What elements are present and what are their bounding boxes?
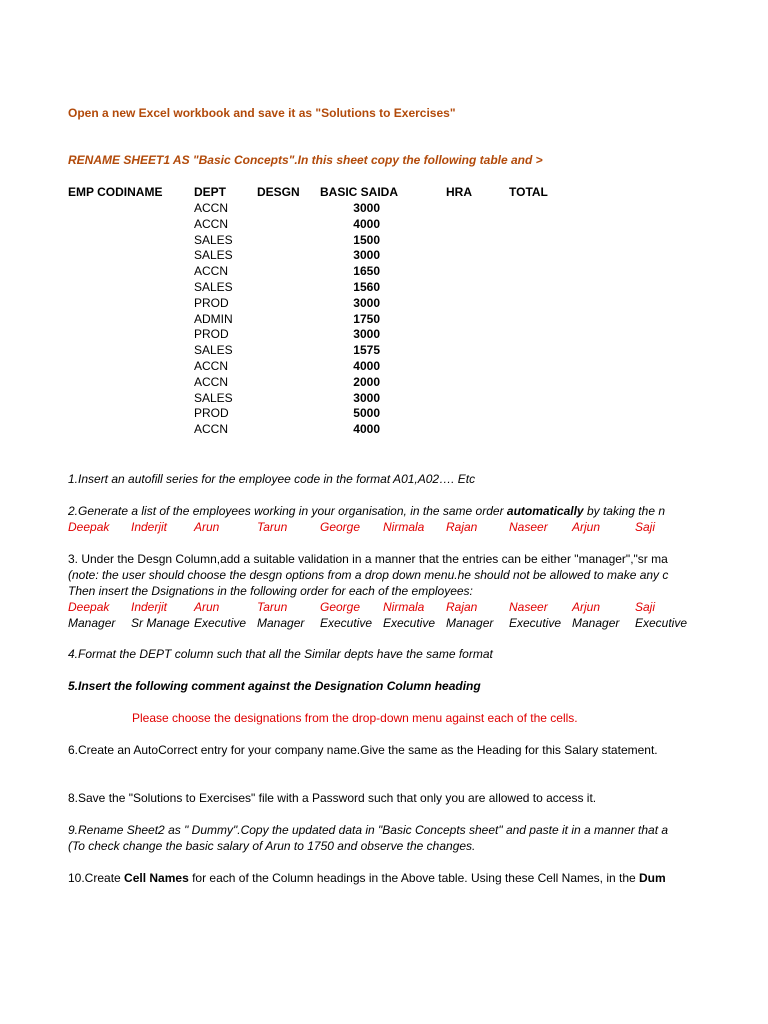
employee-name: Naseer (509, 520, 548, 534)
table-cell-dept: SALES (194, 280, 233, 294)
table-cell-basic: 4000 (353, 359, 380, 373)
employee-name: Arun (194, 600, 220, 614)
employee-designation: Sr Manage (131, 616, 190, 630)
table-cell-basic: 2000 (353, 375, 380, 389)
employee-designation: Manager (257, 616, 305, 630)
header-dept: DEPT (194, 185, 227, 199)
employee-designation: Manager (68, 616, 116, 630)
employee-name: Deepak (68, 520, 110, 534)
question-2-bold: automatically (506, 504, 584, 518)
employee-name: Rajan (446, 520, 478, 534)
employee-name: Rajan (446, 600, 478, 614)
table-cell-dept: SALES (194, 233, 233, 247)
employee-name: Inderjit (131, 600, 168, 614)
table-cell-dept: SALES (194, 248, 233, 262)
employee-designation: Manager (446, 616, 494, 630)
table-cell-basic: 3000 (353, 391, 380, 405)
question-10-prefix: 10.Create (68, 871, 125, 885)
employee-name: Naseer (509, 600, 548, 614)
header-emp-codiname: EMP CODINAME (68, 185, 163, 199)
question-3-line-1: 3. Under the Desgn Column,add a suitable validation in a manner that the entries can be either "manager","sr ma (68, 552, 668, 566)
table-cell-basic: 1500 (353, 233, 380, 247)
header-total: TOTAL (509, 185, 548, 199)
workbook-heading: Open a new Excel workbook and save it as "Solutions to Exercises" (68, 106, 456, 120)
table-cell-basic: 4000 (353, 217, 380, 231)
table-cell-dept: ACCN (194, 359, 229, 373)
question-8: 8.Save the "Solutions to Exercises" file with a Password such that only you are allowed to access it. (68, 791, 597, 805)
employee-name: Nirmala (383, 600, 425, 614)
employee-name: Arjun (572, 520, 601, 534)
header-hra: HRA (446, 185, 472, 199)
table-cell-dept: ACCN (194, 375, 229, 389)
table-cell-dept: PROD (194, 296, 229, 310)
question-5: 5.Insert the following comment against the Designation Column heading (68, 679, 481, 693)
header-desgn: DESGN (257, 185, 300, 199)
table-cell-basic: 1650 (353, 264, 380, 278)
employee-name: Tarun (257, 600, 288, 614)
employee-designation: Executive (509, 616, 562, 630)
question-10-middle: for each of the Column headings in the Above table. Using these Cell Names, in the (188, 871, 640, 885)
table-cell-basic: 3000 (353, 201, 380, 215)
table-cell-dept: ACCN (194, 422, 229, 436)
table-cell-dept: PROD (194, 406, 229, 420)
table-cell-dept: ACCN (194, 264, 229, 278)
question-10-bold-1: Cell Names (124, 871, 189, 885)
table-cell-basic: 3000 (353, 327, 380, 341)
header-basic-saida: BASIC SAIDA (320, 185, 399, 199)
question-2 (68, 504, 696, 519)
employee-name: Saji (635, 600, 656, 614)
question-1: 1.Insert an autofill series for the employee code in the format A01,A02…. Etc (68, 472, 476, 486)
table-cell-dept: SALES (194, 391, 233, 405)
table-cell-basic: 4000 (353, 422, 380, 436)
employee-name: Tarun (257, 520, 288, 534)
table-cell-basic: 1560 (353, 280, 380, 294)
question-9-line-2: (To check change the basic salary of Arun to 1750 and observe the changes. (68, 839, 476, 853)
table-cell-basic: 1575 (353, 343, 380, 357)
question-3-line-2: (note: the user should choose the desgn options from a drop down menu.he should not be allowed to make any c (68, 568, 669, 582)
table-cell-basic: 3000 (353, 296, 380, 310)
employee-name: Nirmala (383, 520, 425, 534)
employee-name: Arun (194, 520, 220, 534)
table-cell-dept: SALES (194, 343, 233, 357)
designation-comment: Please choose the designations from the drop-down menu against each of the cells. (132, 711, 578, 725)
table-cell-dept: ACCN (194, 201, 229, 215)
table-cell-basic: 3000 (353, 248, 380, 262)
question-3-line-3: Then insert the Dsignations in the following order for each of the employees: (68, 584, 473, 598)
employee-name: Inderjit (131, 520, 168, 534)
employee-designation: Executive (194, 616, 247, 630)
table-cell-dept: ACCN (194, 217, 229, 231)
rename-instruction: RENAME SHEET1 AS "Basic Concepts".In this sheet copy the following table and > (68, 153, 543, 167)
question-4: 4.Format the DEPT column such that all the Similar depts have the same format (68, 647, 493, 661)
employee-designation: Executive (635, 616, 688, 630)
question-2-prefix: 2.Generate a list of the employees working in your organisation, in the same order (68, 504, 507, 518)
question-6: 6.Create an AutoCorrect entry for your company name.Give the same as the Heading for this Salary statement. (68, 743, 658, 757)
employee-name: Saji (635, 520, 656, 534)
employee-name: George (320, 520, 361, 534)
employee-name: Deepak (68, 600, 110, 614)
question-10 (68, 871, 696, 886)
employee-designation: Manager (572, 616, 620, 630)
table-cell-dept: ADMIN (194, 312, 233, 326)
employee-designation: Executive (383, 616, 436, 630)
question-9-line-1: 9.Rename Sheet2 as " Dummy".Copy the updated data in "Basic Concepts sheet" and paste it in a manner that a (68, 823, 669, 837)
employee-name: George (320, 600, 361, 614)
table-cell-dept: PROD (194, 327, 229, 341)
employee-name: Arjun (572, 600, 601, 614)
question-2-suffix: by taking the n (583, 504, 665, 518)
employee-designation: Executive (320, 616, 373, 630)
table-cell-basic: 1750 (353, 312, 380, 326)
table-cell-basic: 5000 (353, 406, 380, 420)
question-10-bold-2: Dum (639, 871, 666, 885)
